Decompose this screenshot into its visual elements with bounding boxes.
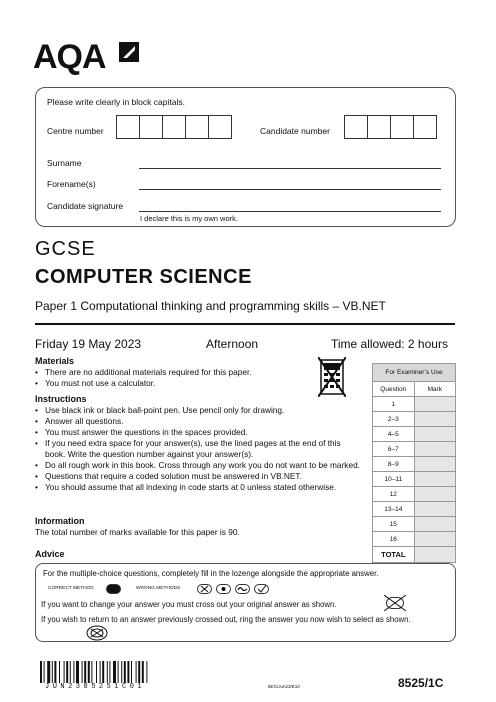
mark-cell xyxy=(414,457,455,472)
list-item: • Use black ink or black ball-point pen. Use pencil only for drawing. xyxy=(35,405,360,416)
mark-cell xyxy=(414,487,455,502)
surname-field[interactable] xyxy=(139,168,441,169)
centre-number-label: Centre number xyxy=(47,126,104,136)
question-column-header: Question xyxy=(373,382,415,397)
mark-cell xyxy=(414,532,455,547)
crossed-lozenge-icon xyxy=(197,584,212,594)
list-item: • Do all rough work in this book. Cross through any work you do not want to be marked. xyxy=(35,460,360,471)
table-row: 6–7 xyxy=(373,442,456,457)
forenames-label: Forename(s) xyxy=(47,179,96,189)
list-item: • There are no additional materials required for this paper. xyxy=(35,367,315,378)
barcode-text: JUN238525​1C01 xyxy=(45,683,146,691)
table-row: 16 xyxy=(373,532,456,547)
total-mark-cell xyxy=(414,547,455,563)
mark-cell xyxy=(414,442,455,457)
mark-cell xyxy=(414,502,455,517)
table-row: 15 xyxy=(373,517,456,532)
mark-cell xyxy=(414,517,455,532)
mark-cell xyxy=(414,412,455,427)
scribbled-lozenge-icon xyxy=(235,584,250,594)
no-calculator-icon xyxy=(318,357,346,397)
crossed-out-answer-icon xyxy=(386,597,404,609)
dotted-lozenge-icon xyxy=(216,584,231,594)
block-capitals-instruction: Please write clearly in block capitals. xyxy=(47,97,185,107)
advice-line-3: If you wish to return to an answer previously crossed out, ring the answer you now wish to select as shown. xyxy=(41,615,411,624)
information-title: Information xyxy=(35,516,85,526)
logo-text: AQA xyxy=(33,38,106,76)
table-row: 4–5 xyxy=(373,427,456,442)
list-item: • You must answer the questions in the spaces provided. xyxy=(35,427,360,438)
correct-method-label: CORRECT METHOD xyxy=(48,586,94,591)
reference-code: IB/G/Jun23/E10 xyxy=(268,684,300,689)
candidate-details-box xyxy=(35,87,456,227)
list-item: • If you need extra space for your answer(s), use the lined pages at the end of this book. Write the question number against your answer(s). xyxy=(35,438,360,460)
title-divider xyxy=(35,323,455,325)
table-row: 8–9 xyxy=(373,457,456,472)
logo-tick-icon xyxy=(117,40,141,64)
subject-title: COMPUTER SCIENCE xyxy=(35,266,252,288)
instructions-title: Instructions xyxy=(35,394,87,404)
total-row xyxy=(373,547,456,563)
advice-title: Advice xyxy=(35,549,65,559)
mark-cell xyxy=(414,472,455,487)
mark-column-header: Mark xyxy=(414,382,455,397)
examiner-use-table xyxy=(372,363,456,563)
total-label: TOTAL xyxy=(373,547,415,563)
paper-code: 8525/1C xyxy=(398,676,444,690)
materials-list xyxy=(35,367,315,389)
mark-cell xyxy=(414,427,455,442)
mark-cell xyxy=(414,397,455,412)
table-row: 2–3 xyxy=(373,412,456,427)
table-row: 10–11 xyxy=(373,472,456,487)
exam-date: Friday 19 May 2023 xyxy=(35,337,142,351)
paper-title: Paper 1 Computational thinking and programming skills – VB.NET xyxy=(35,299,386,313)
list-item: • You must not use a calculator. xyxy=(35,378,315,389)
surname-label: Surname xyxy=(47,158,82,168)
signature-field[interactable] xyxy=(139,211,441,212)
exam-session: Afternoon xyxy=(206,337,259,351)
forenames-field[interactable] xyxy=(139,189,441,190)
advice-box xyxy=(35,563,456,642)
advice-line-2: If you want to change your answer you must cross out your original answer as shown. xyxy=(41,600,337,609)
filled-lozenge-icon xyxy=(106,584,121,594)
table-row: 1 xyxy=(373,397,456,412)
ticked-lozenge-icon xyxy=(254,584,269,594)
list-item: • Questions that require a coded solution must be answered in VB.NET. xyxy=(35,471,360,482)
qualification-level: GCSE xyxy=(35,238,96,260)
candidate-number-boxes[interactable] xyxy=(344,115,436,139)
list-item: • Answer all questions. xyxy=(35,416,360,427)
table-row: 12 xyxy=(373,487,456,502)
barcode xyxy=(40,661,192,683)
instructions-list xyxy=(35,405,360,493)
declaration-text: I declare this is my own work. xyxy=(140,214,238,223)
advice-line-1: For the multiple-choice questions, completely fill in the lozenge alongside the appropriate answer. xyxy=(43,569,379,578)
aqa-logo xyxy=(33,40,106,74)
materials-title: Materials xyxy=(35,356,75,366)
table-row: 13–14 xyxy=(373,502,456,517)
time-allowed: Time allowed: 2 hours xyxy=(331,337,448,351)
centre-number-boxes[interactable] xyxy=(116,115,231,139)
wrong-methods-label: WRONG METHODS xyxy=(136,586,181,591)
information-text: The total number of marks available for this paper is 90. xyxy=(35,527,240,537)
candidate-number-label: Candidate number xyxy=(260,126,330,136)
examiner-table-title: For Examiner’s Use xyxy=(373,364,456,382)
signature-label: Candidate signature xyxy=(47,201,124,211)
ringed-answer-icon xyxy=(86,625,108,641)
list-item: • You should assume that all indexing in code starts at 0 unless stated otherwise. xyxy=(35,482,360,493)
